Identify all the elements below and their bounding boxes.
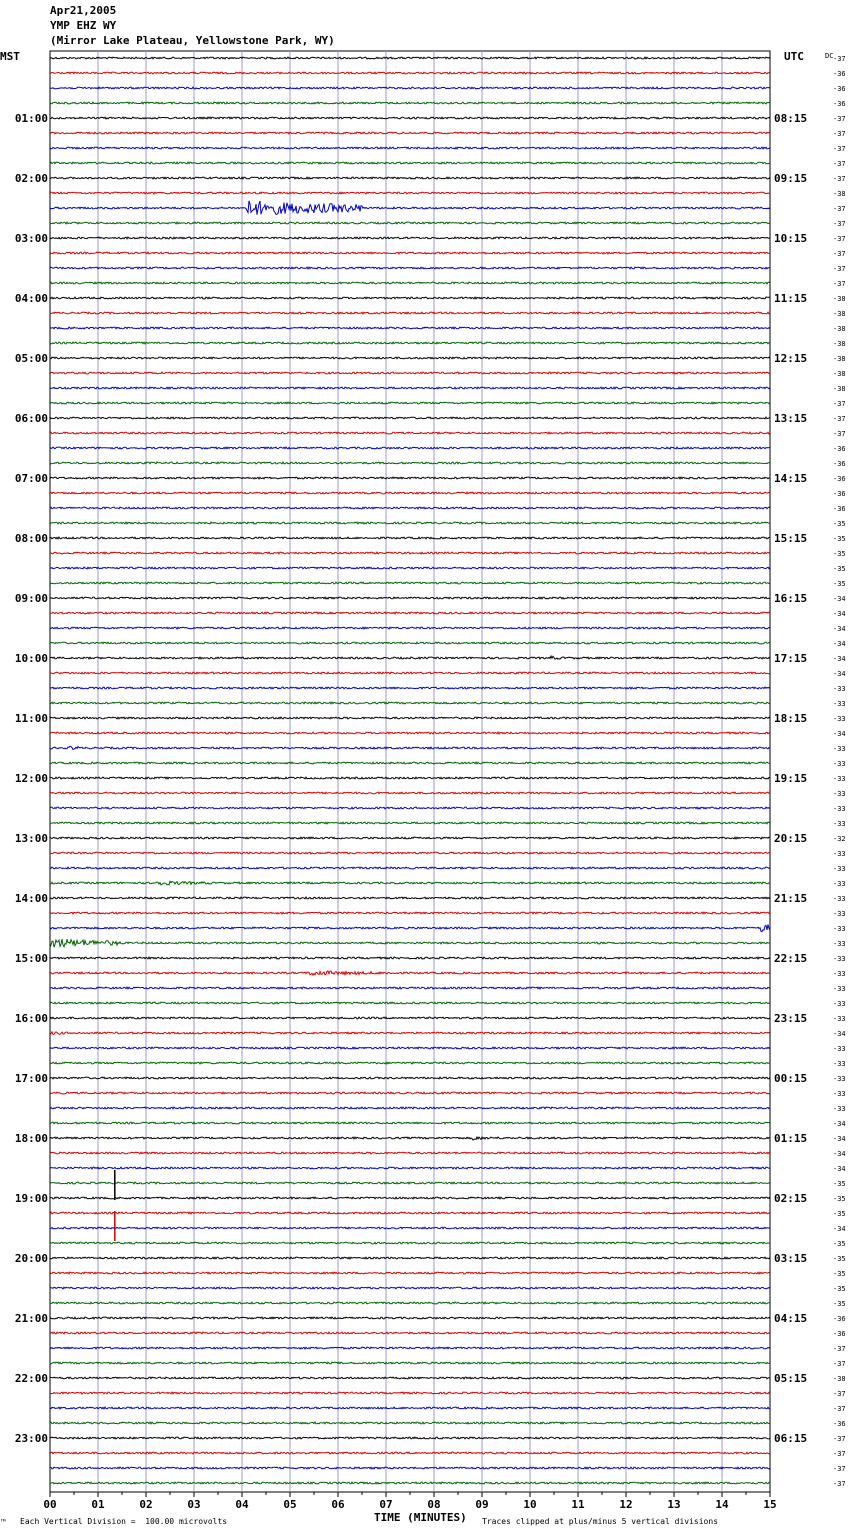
dc-offset-value: -36 (833, 1420, 846, 1428)
hour-label-left: 04:00 (14, 292, 48, 305)
dc-offset-value: -33 (833, 925, 846, 933)
x-tick-label: 02 (139, 1498, 153, 1511)
trace-line (50, 746, 770, 749)
x-tick-label: 15 (763, 1498, 777, 1511)
dc-offset-value: -37 (833, 1465, 846, 1473)
dc-offset-value: -33 (833, 1060, 846, 1068)
trace-line (50, 357, 770, 359)
dc-offset-value: -34 (833, 1120, 846, 1128)
trace-line (50, 822, 770, 824)
hour-label-right: 20:15 (774, 832, 808, 845)
dc-offset-value: -33 (833, 760, 846, 768)
dc-offset-value: -33 (833, 715, 846, 723)
dc-offset-value: -33 (833, 775, 846, 783)
trace-line (50, 57, 770, 59)
dc-offset-value: -35 (833, 1210, 846, 1218)
trace-line (50, 387, 770, 389)
trace-line (50, 672, 770, 674)
hour-label-left: 06:00 (14, 412, 48, 425)
trace-line (50, 656, 770, 659)
trace-line (50, 222, 770, 224)
hour-label-right: 23:15 (774, 1012, 808, 1025)
trace-line (50, 1377, 770, 1379)
trace-line (50, 462, 770, 464)
dc-offset-value: -33 (833, 790, 846, 798)
trace-line (50, 417, 770, 419)
dc-offset-value: -33 (833, 865, 846, 873)
trace-line (50, 939, 770, 948)
hour-label-left: 07:00 (14, 472, 48, 485)
dc-offset-value: -36 (833, 70, 846, 78)
dc-offset-value: -35 (833, 1255, 846, 1263)
trace-line (50, 1422, 770, 1424)
trace-line (50, 282, 770, 284)
trace-line (50, 957, 770, 959)
hour-label-right: 12:15 (774, 352, 808, 365)
dc-offset-value: -33 (833, 1000, 846, 1008)
dc-offset-value: -36 (833, 1315, 846, 1323)
dc-offset-value: -33 (833, 910, 846, 918)
trace-line (50, 507, 770, 509)
dc-offset-value: -37 (833, 115, 846, 123)
hour-label-left: 22:00 (14, 1372, 48, 1385)
dc-offset-value: -34 (833, 1225, 846, 1233)
clipping-note: Traces clipped at plus/minus 5 vertical divisions (482, 1517, 719, 1526)
dc-offset-value: -37 (833, 175, 846, 183)
trace-line (50, 201, 770, 215)
trace-line (50, 1467, 770, 1469)
hour-label-left: 09:00 (14, 592, 48, 605)
x-tick-label: 09 (475, 1498, 489, 1511)
trace-line (50, 1077, 770, 1079)
x-tick-label: 00 (43, 1498, 57, 1511)
x-tick-label: 07 (379, 1498, 393, 1511)
dc-offset-value: -33 (833, 1075, 846, 1083)
hour-label-left: 21:00 (14, 1312, 48, 1325)
dc-offset-value: -37 (833, 1345, 846, 1353)
dc-offset-value: -38 (833, 190, 846, 198)
dc-offset-value: -38 (833, 310, 846, 318)
dc-offset-value: -37 (833, 265, 846, 273)
trace-line (50, 1287, 770, 1289)
dc-offset-value: -36 (833, 460, 846, 468)
trace-line (50, 192, 770, 194)
dc-offset-value: -33 (833, 1090, 846, 1098)
trace-line (50, 267, 770, 269)
vertical-scale-note: Each Vertical Division = 100.00 microvolts (20, 1517, 228, 1526)
trace-line (50, 1197, 770, 1199)
dc-offset-value: -37 (833, 145, 846, 153)
dc-offset-value: -37 (833, 1450, 846, 1458)
dc-offset-value: -34 (833, 1135, 846, 1143)
trace-line (50, 881, 770, 885)
dc-offset-value: -33 (833, 700, 846, 708)
trace-line (50, 627, 770, 629)
dc-offset-value: -37 (833, 1360, 846, 1368)
dc-offset-value: -35 (833, 535, 846, 543)
dc-offset-value: -33 (833, 880, 846, 888)
hour-label-right: 03:15 (774, 1252, 808, 1265)
dc-offset-value: -36 (833, 100, 846, 108)
trace-line (50, 1032, 770, 1035)
trace-line (50, 837, 770, 839)
trace-line (50, 1107, 770, 1109)
left-timezone-label: MST (0, 50, 20, 63)
trace-line (50, 1452, 770, 1454)
trace-line (50, 1332, 770, 1334)
trace-line (50, 1212, 770, 1214)
dc-offset-value: -34 (833, 655, 846, 663)
dc-offset-value: -35 (833, 520, 846, 528)
dc-offset-value: -33 (833, 820, 846, 828)
dc-offset-value: -37 (833, 130, 846, 138)
hour-label-right: 13:15 (774, 412, 808, 425)
x-tick-label: 03 (187, 1498, 201, 1511)
dc-offset-value: -34 (833, 1030, 846, 1038)
dc-offset-value: -34 (833, 670, 846, 678)
hour-label-right: 08:15 (774, 112, 808, 125)
x-tick-label: 06 (331, 1498, 345, 1511)
dc-offset-value: -38 (833, 370, 846, 378)
trace-line (50, 177, 770, 179)
hour-label-left: 17:00 (14, 1072, 48, 1085)
dc-offset-value: -37 (833, 430, 846, 438)
dc-offset-value: -35 (833, 1180, 846, 1188)
trace-line (50, 1482, 770, 1484)
dc-offset-value: -35 (833, 550, 846, 558)
trace-line (50, 912, 770, 914)
dc-offset-value: -35 (833, 1270, 846, 1278)
dc-offset-value: -34 (833, 625, 846, 633)
dc-offset-value: -37 (833, 205, 846, 213)
dc-offset-value: -35 (833, 580, 846, 588)
trace-line (50, 1182, 770, 1184)
hour-label-right: 16:15 (774, 592, 808, 605)
x-tick-label: 11 (571, 1498, 585, 1511)
trace-line (50, 342, 770, 344)
dc-offset-value: -33 (833, 895, 846, 903)
dc-offset-value: -37 (833, 280, 846, 288)
dc-offset-value: -36 (833, 445, 846, 453)
plot-frame (50, 51, 770, 1492)
x-tick-label: 10 (523, 1498, 537, 1511)
dc-offset-value: -36 (833, 505, 846, 513)
dc-offset-value: -37 (833, 250, 846, 258)
trace-line (50, 807, 770, 809)
trace-line (50, 1362, 770, 1364)
dc-offset-value: -35 (833, 1195, 846, 1203)
corner-mark: ™ (1, 1518, 6, 1527)
dc-offset-value: -37 (833, 1480, 846, 1488)
trace-line (50, 1227, 770, 1229)
hour-label-right: 06:15 (774, 1432, 808, 1445)
hour-label-left: 13:00 (14, 832, 48, 845)
hour-label-right: 00:15 (774, 1072, 808, 1085)
trace-line (50, 132, 770, 134)
dc-offset-value: -38 (833, 355, 846, 363)
trace-line (50, 1347, 770, 1349)
dc-offset-value: -37 (833, 160, 846, 168)
hour-label-left: 16:00 (14, 1012, 48, 1025)
dc-offset-value: -38 (833, 295, 846, 303)
hour-label-right: 21:15 (774, 892, 808, 905)
trace-line (50, 327, 770, 329)
dc-offset-value: -37 (833, 235, 846, 243)
trace-line (50, 1302, 770, 1304)
dc-offset-value: -34 (833, 610, 846, 618)
trace-line (50, 72, 770, 74)
dc-offset-value: -33 (833, 985, 846, 993)
hour-label-left: 02:00 (14, 172, 48, 185)
trace-line (50, 447, 770, 449)
hour-label-left: 23:00 (14, 1432, 48, 1445)
hour-label-left: 08:00 (14, 532, 48, 545)
dc-offset-value: -38 (833, 340, 846, 348)
trace-line (50, 732, 770, 734)
station-code: YMP EHZ WY (50, 19, 117, 32)
trace-line (50, 237, 770, 239)
dc-offset-value: -33 (833, 970, 846, 978)
trace-line (50, 1122, 770, 1124)
trace-line (50, 612, 770, 614)
hour-label-right: 18:15 (774, 712, 808, 725)
trace-line (50, 762, 770, 764)
dc-offset-value: -33 (833, 1105, 846, 1113)
dc-offset-value: -33 (833, 850, 846, 858)
trace-line (50, 432, 770, 434)
trace-line (50, 252, 770, 254)
trace-line (50, 792, 770, 794)
hour-label-right: 10:15 (774, 232, 808, 245)
hour-label-left: 03:00 (14, 232, 48, 245)
dc-offset-value: -36 (833, 85, 846, 93)
station-location: (Mirror Lake Plateau, Yellowstone Park, WY) (50, 34, 335, 47)
hour-label-right: 02:15 (774, 1192, 808, 1205)
trace-line (50, 87, 770, 89)
hour-label-left: 10:00 (14, 652, 48, 665)
trace-line (50, 852, 770, 854)
hour-label-left: 18:00 (14, 1132, 48, 1145)
hour-label-right: 05:15 (774, 1372, 808, 1385)
dc-offset-value: -37 (833, 415, 846, 423)
dc-offset-value: -34 (833, 1165, 846, 1173)
trace-line (50, 552, 770, 554)
dc-offset-value: -37 (833, 400, 846, 408)
dc-offset-value: -37 (833, 55, 846, 63)
dc-offset-value: -33 (833, 1015, 846, 1023)
hour-label-right: 14:15 (774, 472, 808, 485)
hour-label-right: 15:15 (774, 532, 808, 545)
dc-offset-value: -36 (833, 490, 846, 498)
trace-line (50, 567, 770, 569)
trace-line (50, 717, 770, 719)
trace-line (50, 1002, 770, 1004)
trace-line (50, 117, 770, 119)
trace-line (50, 537, 770, 539)
hour-label-right: 04:15 (774, 1312, 808, 1325)
dc-offset-value: -33 (833, 940, 846, 948)
hour-label-left: 19:00 (14, 1192, 48, 1205)
hour-label-left: 11:00 (14, 712, 48, 725)
dc-offset-value: -37 (833, 1435, 846, 1443)
dc-offset-value: -38 (833, 385, 846, 393)
hour-label-right: 11:15 (774, 292, 808, 305)
hour-label-right: 01:15 (774, 1132, 808, 1145)
dc-offset-value: -33 (833, 685, 846, 693)
trace-line (50, 642, 770, 644)
hour-label-right: 22:15 (774, 952, 808, 965)
dc-offset-value: -34 (833, 595, 846, 603)
trace-line (50, 162, 770, 164)
trace-line (50, 1257, 770, 1259)
trace-line (50, 702, 770, 704)
hour-label-left: 01:00 (14, 112, 48, 125)
dc-offset-value: -37 (833, 1390, 846, 1398)
dc-offset-value: -37 (833, 220, 846, 228)
dc-offset-value: -35 (833, 1285, 846, 1293)
x-tick-label: 04 (235, 1498, 249, 1511)
x-tick-label: 01 (91, 1498, 105, 1511)
dc-offset-value: -33 (833, 955, 846, 963)
dc-offset-value: -33 (833, 1045, 846, 1053)
trace-line (50, 1242, 770, 1244)
x-tick-label: 13 (667, 1498, 681, 1511)
trace-line (50, 1437, 770, 1439)
x-tick-label: 08 (427, 1498, 441, 1511)
trace-line (50, 1317, 770, 1319)
hour-label-left: 15:00 (14, 952, 48, 965)
trace-line (50, 477, 770, 479)
trace-line (50, 987, 770, 989)
dc-offset-value: -36 (833, 1330, 846, 1338)
dc-offset-value: -34 (833, 1150, 846, 1158)
dc-offset-value: -36 (833, 475, 846, 483)
hour-label-left: 20:00 (14, 1252, 48, 1265)
trace-line (50, 925, 770, 932)
dc-offset-label: DC (825, 52, 834, 60)
hour-label-left: 05:00 (14, 352, 48, 365)
dc-offset-value: -38 (833, 325, 846, 333)
trace-line (50, 1092, 770, 1094)
hour-label-left: 12:00 (14, 772, 48, 785)
trace-line (50, 522, 770, 524)
trace-line (50, 971, 770, 975)
trace-line (50, 597, 770, 599)
dc-offset-value: -33 (833, 745, 846, 753)
trace-line (50, 777, 770, 779)
trace-line (50, 1407, 770, 1409)
x-tick-label: 12 (619, 1498, 633, 1511)
trace-line (50, 1392, 770, 1394)
hour-label-left: 14:00 (14, 892, 48, 905)
dc-offset-value: -37 (833, 1405, 846, 1413)
hour-label-right: 17:15 (774, 652, 808, 665)
x-tick-label: 05 (283, 1498, 297, 1511)
trace-line (50, 1137, 770, 1140)
trace-line (50, 687, 770, 689)
x-axis-title: TIME (MINUTES) (374, 1511, 467, 1524)
trace-line (50, 1062, 770, 1064)
dc-offset-value: -34 (833, 730, 846, 738)
trace-line (50, 582, 770, 584)
dc-offset-value: -34 (833, 640, 846, 648)
trace-line (50, 1047, 770, 1049)
dc-offset-value: -32 (833, 835, 846, 843)
trace-line (50, 1017, 770, 1019)
trace-line (50, 1167, 770, 1169)
dc-offset-value: -35 (833, 565, 846, 573)
dc-offset-value: -33 (833, 805, 846, 813)
hour-label-right: 09:15 (774, 172, 808, 185)
dc-offset-value: -35 (833, 1300, 846, 1308)
trace-line (50, 492, 770, 494)
dc-offset-value: -35 (833, 1240, 846, 1248)
trace-line (50, 297, 770, 299)
trace-line (50, 402, 770, 404)
trace-line (50, 312, 770, 314)
hour-label-right: 19:15 (774, 772, 808, 785)
trace-line (50, 102, 770, 104)
trace-line (50, 867, 770, 869)
trace-line (50, 1152, 770, 1154)
record-date: Apr21,2005 (50, 4, 117, 17)
dc-offset-value: -38 (833, 1375, 846, 1383)
trace-line (50, 897, 770, 899)
trace-line (50, 1272, 770, 1274)
right-timezone-label: UTC (784, 50, 804, 63)
trace-line (50, 147, 770, 149)
x-tick-label: 14 (715, 1498, 729, 1511)
trace-line (50, 372, 770, 374)
